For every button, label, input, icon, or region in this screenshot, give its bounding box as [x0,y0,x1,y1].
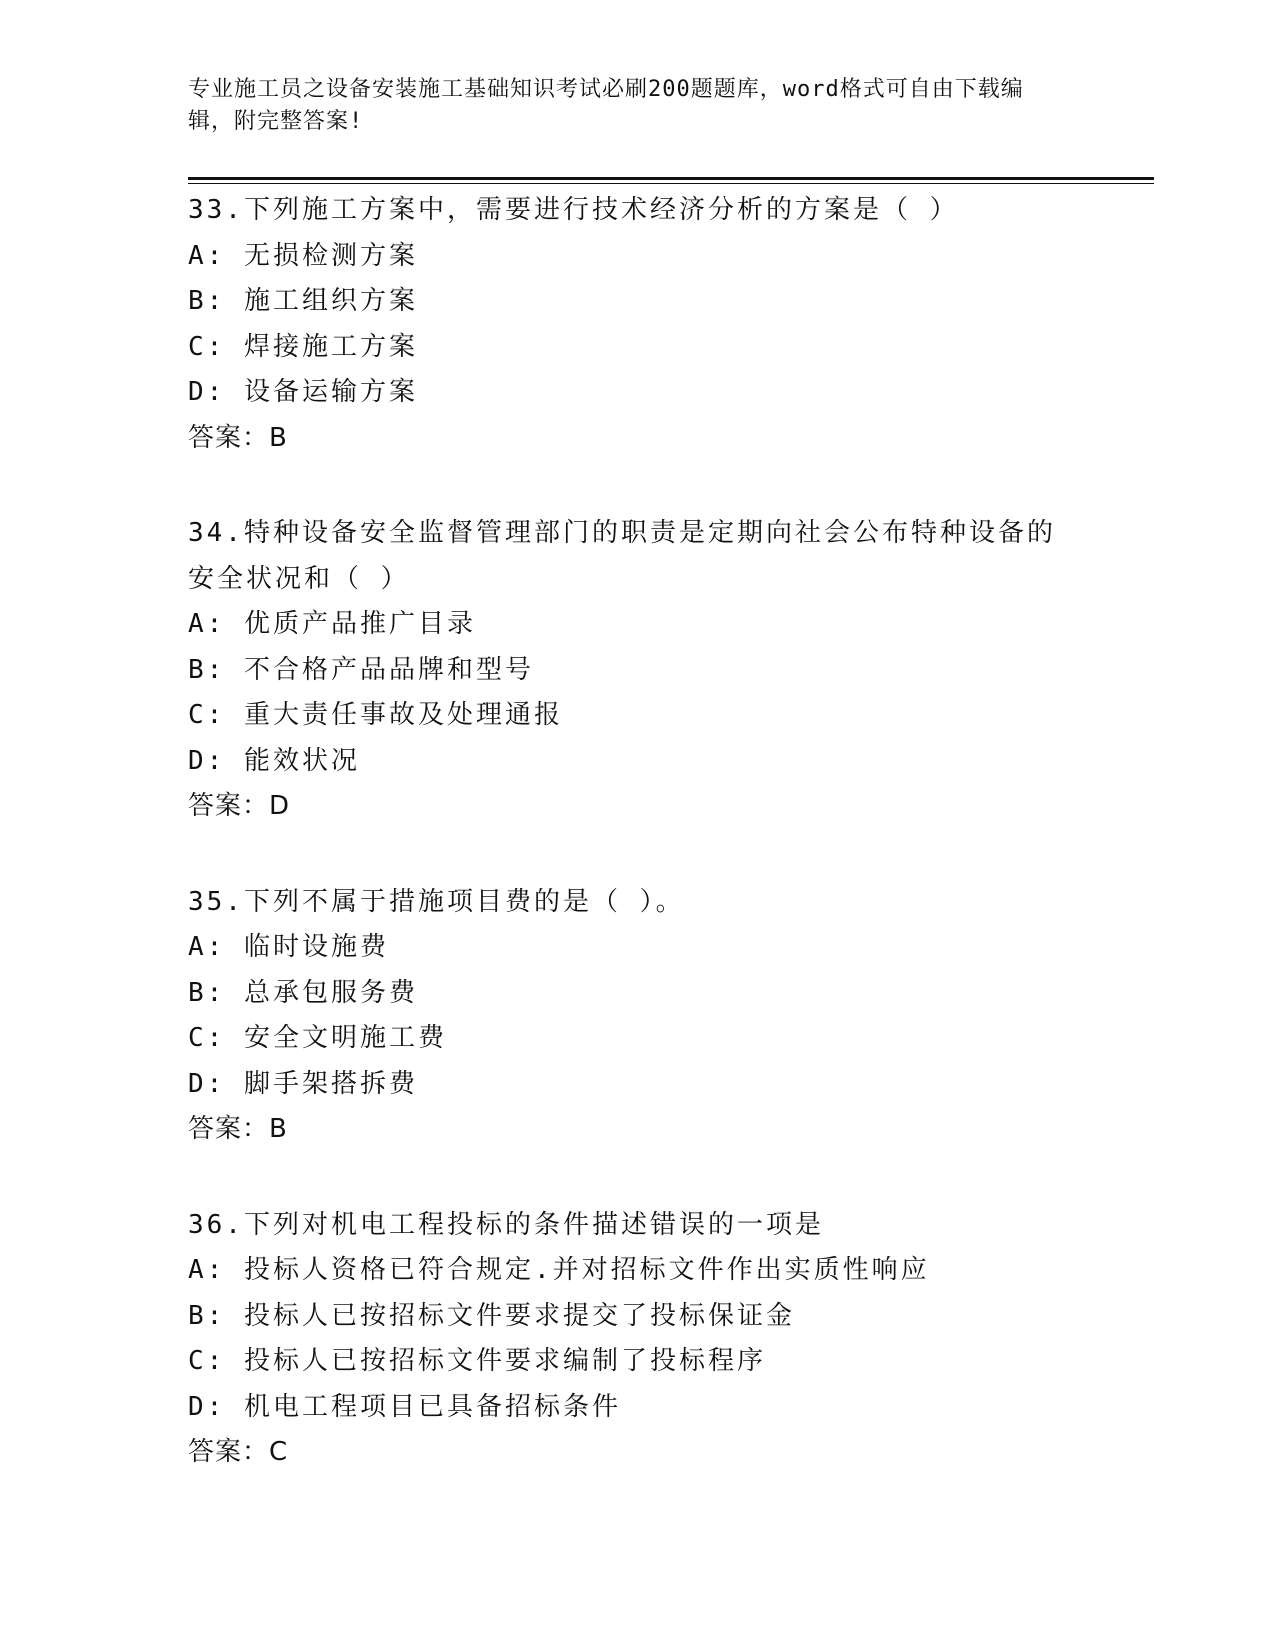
question-text: 35.下列不属于措施项目费的是（ ）。 [188,886,685,917]
option-a: A: 临时设施费 [188,932,389,962]
option-b: B: 施工组织方案 [188,286,418,316]
option-d: D: 机电工程项目已具备招标条件 [188,1391,621,1422]
option-b: B: 总承包服务费 [188,977,418,1008]
question-list [188,188,1088,1526]
header-divider-thin [188,183,1154,184]
question-35 [188,880,1088,1153]
question-34 [188,511,1088,830]
answer: 答案：D [188,791,291,821]
option-c: C: 重大责任事故及处理通报 [188,700,563,730]
option-c: C: 焊接施工方案 [188,331,418,362]
question-text: 33.下列施工方案中，需要进行技术经济分析的方案是（ ） [188,195,959,225]
question-33 [188,188,1088,461]
answer: 答案：C [188,1437,289,1467]
answer: 答案：B [188,1114,288,1144]
option-c: C: 投标人已按招标文件要求编制了投标程序 [188,1346,766,1376]
option-a: A: 优质产品推广目录 [188,609,476,639]
option-d: D: 设备运输方案 [188,377,418,407]
option-b: B: 投标人已按招标文件要求提交了投标保证金 [188,1300,795,1331]
option-c: C: 安全文明施工费 [188,1023,447,1053]
question-text: 34.特种设备安全监督管理部门的职责是定期向社会公布特种设备的安全状况和（ ） [188,518,1056,594]
option-d: D: 脚手架搭拆费 [188,1068,418,1099]
question-36 [188,1203,1088,1476]
option-d: D: 能效状况 [188,745,360,776]
option-a: A: 投标人资格已符合规定.并对招标文件作出实质性响应 [188,1255,930,1285]
answer: 答案：B [188,422,288,453]
option-b: B: 不合格产品品牌和型号 [188,654,534,685]
header-divider-thick [188,177,1154,180]
document-header: 专业施工员之设备安装施工基础知识考试必刷200题题库，word格式可自由下载编辑，附完整答案! [188,77,1024,134]
question-text: 36.下列对机电工程投标的条件描述错误的一项是 [188,1209,824,1240]
option-a: A: 无损检测方案 [188,240,418,271]
